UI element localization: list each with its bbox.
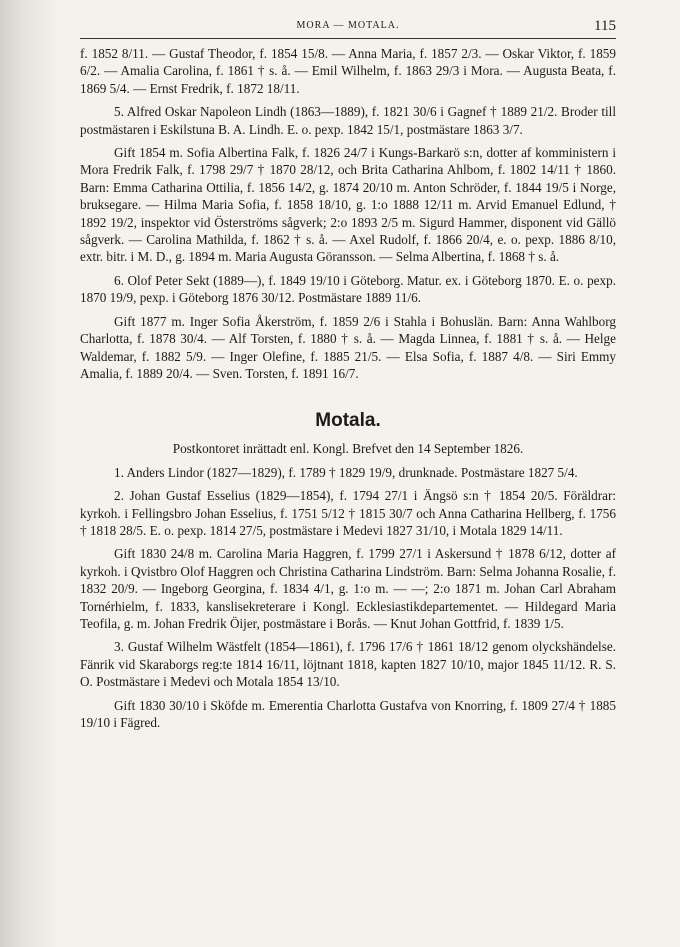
section-intro: Postkontoret inrättadt enl. Kongl. Brefvet den 14 September 1826. (172, 441, 524, 457)
page-number: 115 (594, 18, 616, 34)
entry-2-esselius: 2. Johan Gustaf Esselius (1829—1854), f. 1794 27/1 i Ängsö s:n † 1854 20/5. Föräldrar: kyrkoh. i Fellingsbro Johan Esselius, f. 1751 5/12 † 1815 30/7 och Anna Catharina Hellberg, f. 1756 † 1818 28/5. E. o. pexp. 1814 27/5, postmästare i Medevi 1827 31/10, i Motala 1829 14/11. (80, 488, 616, 538)
page-header (80, 18, 616, 39)
entry-5-lindh: 5. Alfred Oskar Napoleon Lindh (1863—1889), f. 1821 30/6 i Gagnef † 1889 21/2. Broder till postmästaren i Eskilstuna B. A. Lindh. E. o. pexp. 1842 15/1, postmästare 1863 3/7. (80, 104, 616, 137)
entry-5-lindh-family: Gift 1854 m. Sofia Albertina Falk, f. 1826 24/7 i Kungs-Barkarö s:n, dotter af komministern i Mora Fredrik Falk, f. 1798 29/7 † 1870 28/12, och Brita Catharina Ahlbom, f. 1802 14/11 † 1860. Barn: Emma Catharina Ottilia, f. 1856 14/2, g. 1874 20/10 m. Anton Schröder, f. 1844 19/5 i Norge, bruksegare. — Hilma Maria Sofia, f. 1858 18/10, g. 1:o 1888 12/11 m. Arvid Emanuel Edlund, † 1892 19/2, inspektor vid Österströms sågverk; 2:o 1893 2/5 m. Sigurd Hammer, disponent vid Gällö sågverk. — Carolina Mathilda, f. 1862 † s. å. — Axel Rudolf, f. 1866 20/4, e. o. pexp. 1886 8/10, extr. bitr. i M. D., g. 1894 m. Maria Augusta Göransson. — Selma Albertina, f. 1868 † s. å. (80, 145, 616, 265)
entry-6-sekt: 6. Olof Peter Sekt (1889—), f. 1849 19/10 i Göteborg. Matur. ex. i Göteborg 1870. E. o. pexp. 1870 19/9, pexp. i Göteborg 1876 30/12. Postmästare 1889 11/6. (80, 272, 616, 306)
entry-6-sekt-family: Gift 1877 m. Inger Sofia Åkerström, f. 1859 2/6 i Stahla i Bohuslän. Barn: Anna Wahlborg Charlotta, f. 1878 30/4. — Alf Torsten, f. 1880 † s. å. — Magda Linnea, f. 1881 † s. å. — Helge Waldemar, f. 1882 5/9. — Inger Olefine, f. 1885 21/5. — Elsa Sofia, f. 1887 4/8. — Siri Emmy Amalia, f. 1889 20/4. — Sven. Torsten, f. 1891 16/7. (80, 313, 616, 381)
running-head: MORA — MOTALA. (296, 20, 400, 31)
document-page (80, 18, 616, 731)
entry-2-esselius-family: Gift 1830 24/8 m. Carolina Maria Haggren, f. 1799 27/1 i Askersund † 1878 6/12, dotter af kyrkoh. i Qvistbro Olof Haggren och Christina Catharina Lindström. Barn: Selma Johanna Rosalie, f. 1832 20/9. — Ingeborg Georgina, f. 1834 4/1, g. 1:o m. — —; 2:o 1871 m. Johan Carl Abraham Tornérhielm, f. 1833, kanslisekreterare i Kongl. Ecklesiastikdepartementet. — Hildegard Maria Teofila, g. m. Johan Fredrik Öijer, postmästare i Borås. — Knut Johan Gottfrid, f. 1839 1/5. (80, 546, 616, 631)
paragraph-mora-family: f. 1852 8/11. — Gustaf Theodor, f. 1854 15/8. — Anna Maria, f. 1857 2/3. — Oskar Viktor, f. 1859 6/2. — Amalia Carolina, f. 1861 † s. å. — Emil Wilhelm, f. 1863 29/3 i Mora. — Augusta Beata, f. 1869 5/4. — Ernst Fredrik, f. 1872 18/11. (80, 46, 616, 96)
page-edge-shadow (0, 0, 60, 947)
section-title: Motala. (315, 410, 381, 432)
entry-3-wastfelt-family: Gift 1830 30/10 i Sköfde m. Emerentia Charlotta Gustafva von Knorring, f. 1809 27/4 † 1885 19/10 i Fägred. (80, 697, 616, 730)
entry-1-lindor: 1. Anders Lindor (1827—1829), f. 1789 † 1829 19/9, drunknade. Postmästare 1827 5/4. (114, 464, 578, 480)
entry-3-wastfelt: 3. Gustaf Wilhelm Wästfelt (1854—1861), f. 1796 17/6 † 1861 18/12 genom olyckshändelse. Fänrik vid Skaraborgs reg:te 1814 16/11, löjtnant 1818, kapten 1827 10/10, major 1845 11/12. R. S. O. Postmästare i Medevi och Motala 1854 13/10. (80, 639, 616, 690)
